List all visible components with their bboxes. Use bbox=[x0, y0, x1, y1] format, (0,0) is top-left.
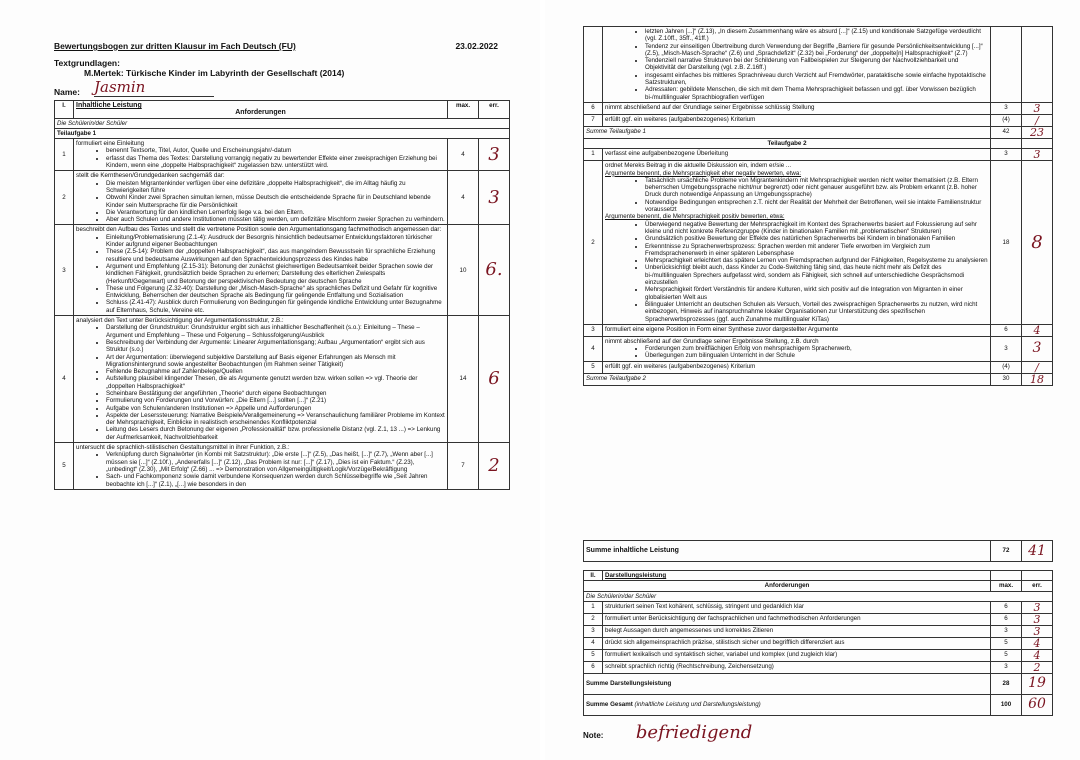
task1-summary-rows bbox=[584, 102, 1053, 138]
total-cell bbox=[584, 694, 991, 715]
student-name: Jasmin bbox=[94, 78, 214, 97]
t2-row1-text: verfasst eine aufgabenbezogene Überleitung bbox=[603, 149, 991, 161]
task2-bullet: • Bilingualer Unterricht an deutschen Schulen als Versuch, Vorteil des zweisprachigen Spracherwerbs zu nutzen, wird nicht einbezogen, Hinweis auf inanspruchnahme lokaler Organisationen zur Unterstützung des spezifischen Spracherwerbsprozesses (ggf. auch Zunahme multilingualer KiTas) bbox=[645, 301, 988, 323]
presentation-score: 4 bbox=[1022, 649, 1053, 661]
criterion-max: 7 bbox=[448, 443, 479, 490]
task1-row-text: erfüllt ggf. ein weiteres (aufgabenbezogenes) Kriterium bbox=[603, 114, 991, 126]
total-err: 60 bbox=[1022, 694, 1053, 715]
t2-row2-max: 18 bbox=[991, 161, 1022, 325]
t2-row3-num: 3 bbox=[584, 324, 603, 336]
t2-row1-num: 1 bbox=[584, 149, 603, 161]
t2-row4-err: 3 bbox=[1022, 336, 1053, 361]
row4-bullets bbox=[605, 345, 988, 360]
t2-row2-cell bbox=[603, 161, 991, 325]
presentation-score: 2 bbox=[1022, 661, 1053, 673]
content-table-left bbox=[54, 100, 510, 490]
criterion-bullets bbox=[76, 324, 445, 441]
criterion-number: 4 bbox=[55, 316, 74, 443]
criterion-bullet: • Verknüpfung durch Signalwörter (in Kombi mit Satzstruktur): „Die erste [...]“ (Z.5), „Das heißt, [...]“ (Z.7), „Wenn aber [...] müssen sie [...]“ (Z.10f.), „Andererfalls [...]“ (Z.12), „Das Problem ist nur: [...]“ (Z.17), „Dies ist ein Faktum.“ (Z.23), „unbedingt“ (Z.30), „Mit Erfolg“ (Z.66) ... => Demonstration von Allgemeingültigkeit/Logik/Vorzüge/Bekräftigung bbox=[106, 451, 445, 473]
t2-row2-intro: ordnet Mereks Beitrag in die aktuelle Diskussion ein, indem er/sie ... bbox=[605, 162, 792, 170]
criterion-bullet: • Aufgabe von Schulen/anderen Institutionen => Appelle und Aufforderungen bbox=[106, 405, 445, 412]
part2-student-row: Die Schülerin/der Schüler bbox=[584, 591, 1053, 601]
student-row: Die Schülerin/der Schüler bbox=[55, 118, 510, 128]
presentation-row bbox=[584, 637, 1053, 649]
presentation-max: 3 bbox=[991, 625, 1022, 637]
criterion-bullet: • benennt Textsorte, Titel, Autor, Quelle und Erscheinungsjahr/-datum bbox=[106, 147, 445, 154]
presentation-max: 6 bbox=[991, 601, 1022, 613]
task2-label-max bbox=[991, 138, 1022, 148]
criterion-score: 6. bbox=[479, 225, 510, 316]
part1-title: Inhaltliche Leistung bbox=[76, 102, 142, 109]
criterion-text bbox=[74, 171, 448, 225]
t2-row3-max: 6 bbox=[991, 324, 1022, 336]
criterion-bullet: • Die Verantwortung für den kindlichen Lernerfolg liege v.a. bei den Eltern. bbox=[106, 209, 445, 216]
criterion-max: 4 bbox=[448, 171, 479, 225]
task2-bullet: • Grundsätzlich positive Bewertung der Effekte des natürlichen Spracherwerbs bei Kindern in binationalen Familien bbox=[645, 235, 988, 242]
pos-bullets bbox=[605, 221, 988, 323]
t2-row2-err: 8 bbox=[1022, 161, 1053, 325]
part2-title-err bbox=[1022, 571, 1053, 581]
pos-heading: Argumente benennt, die Mehrsprachigkeit positiv bewerten, etwa: bbox=[605, 213, 785, 221]
criterion-bullet: • Fehlende Bezugnahme auf Zahlenbelege/Quellen bbox=[106, 368, 445, 375]
criterion-bullet: • Scheinbare Bestätigung der angeführten „Theorie“ durch eigene Beobachtungen bbox=[106, 390, 445, 397]
total-max: 100 bbox=[991, 694, 1022, 715]
criterion-bullet: • Aspekte der Leserssteuerung: Narrative Beispiele/Verallgemeinerung => Veranschaulichung familiärer Probleme im Kontext der Mehrsprachigkeit, Einblicke in realistisch erscheinendes Konfliktpotenzial bbox=[106, 412, 445, 427]
criterion-intro: analysiert den Text unter Berücksichtigung der Argumentationsstruktur, z.B.: bbox=[76, 317, 284, 325]
t2-row3-err: 4 bbox=[1022, 324, 1053, 336]
criterion-score: 6 bbox=[479, 316, 510, 443]
presentation-text: schreibt sprachlich richtig (Rechtschreibung, Zeichensetzung) bbox=[603, 661, 991, 673]
t2-row5-text: erfüllt ggf. ein weiteres (aufgabenbezogenes) Kriterium bbox=[603, 361, 991, 373]
presentation-number: 3 bbox=[584, 625, 603, 637]
presentation-score: 3 bbox=[1022, 625, 1053, 637]
task2-bullet: • Überwiegend negative Bewertung der Mehrsprachigkeit im Kontext des Spracherwerbs basiert auf Fokussierung auf sehr kleine und nicht konkrete Referenzgruppe (Kinder in binationalen Familien mit „problematischen“ Strukturen) bbox=[645, 221, 988, 236]
presentation-number: 1 bbox=[584, 601, 603, 613]
continuation-num bbox=[584, 27, 603, 103]
presentation-row bbox=[584, 625, 1053, 637]
criterion-bullet: • Leitung des Lesers durch Betonung der eigenen „Professionalität“ bzw. professionelle Distanz (vgl. Z.1, 13 ...) => Lenkung der Aufmerksamkeit, Nachvollziehbarkeit bbox=[106, 426, 445, 441]
total-text: Summe Gesamt bbox=[586, 701, 633, 709]
task1-row-text: nimmt abschließend auf der Grundlage seiner Ergebnisse schlüssig Stellung bbox=[603, 102, 991, 114]
note-label: Note: bbox=[583, 731, 604, 740]
criterion-bullet: • Die meisten Migrantenkinder verfügen über eine defizitäre „doppelte Halbsprachigkeit“, die im Alltag häufig zu Schwierigkeiten führe bbox=[106, 180, 445, 195]
t2-row1-max: 3 bbox=[991, 149, 1022, 161]
criterion-intro: formuliert eine Einleitung bbox=[76, 140, 145, 148]
continuation-bullets bbox=[605, 28, 988, 101]
sum-content-max: 72 bbox=[991, 541, 1022, 562]
criterion-row bbox=[55, 171, 510, 225]
part1-header-cell bbox=[74, 101, 448, 119]
t2-row5-err: / bbox=[1022, 361, 1053, 373]
task1-sum-text: Summe Teilaufgabe 1 bbox=[584, 126, 991, 138]
part2-title: Darstellungsleistung bbox=[603, 571, 991, 581]
presentation-score: 4 bbox=[1022, 637, 1053, 649]
task1-row-number: 6 bbox=[584, 102, 603, 114]
criterion-bullet: • These und Folgerung (Z.32-40): Darstellung der „Misch-Masch-Sprache“ als sprachliches Defizit und Gefahr für kognitive Entwicklung, Beherrschen der deutschen Sprache als Bedingung für gelingende Entfaltung und Sozialisation bbox=[106, 285, 445, 300]
criterion-bullet: • Aufstellung plausibel klingender Thesen, die als Argumente genutzt werden bzw. wirken sollen => vgl. Theorie der „doppelten Halbsprachigkeit“ bbox=[106, 375, 445, 390]
criterion-max: 4 bbox=[448, 139, 479, 171]
criterion-text bbox=[74, 225, 448, 316]
presentation-text: formuliert lexikalisch und syntaktisch sicher, variabel und komplex (und zugleich klar) bbox=[603, 649, 991, 661]
criterion-number: 2 bbox=[55, 171, 74, 225]
criterion-bullet: • Einleitung/Problematisierung (Z.1-4): Ausdruck der Besorgnis hinsichtlich bedeutsamer Entwicklungsfaktoren türkischer Kinder aufgrund eigener Beobachtungen bbox=[106, 234, 445, 249]
part1-roman: I. bbox=[55, 101, 74, 119]
part2-requirements: Anforderungen bbox=[584, 581, 991, 591]
criterion-text bbox=[74, 316, 448, 443]
criterion-bullets bbox=[76, 451, 445, 487]
criterion-row bbox=[55, 443, 510, 490]
task2-bullet: • Unberücksichtigt bleibt auch, dass Kinder zu Code-Switching fähig sind, das heute nicht mehr als Defizit des bi-/multilingualen Sprechers aufgefasst wird, sondern als Fähigkeit, sich schnell auf unterschiedliche Gesprächsmodi einzustellen bbox=[645, 264, 988, 286]
t2-row4-cell bbox=[603, 336, 991, 361]
t2-row5-max: (4) bbox=[991, 361, 1022, 373]
t2-sum-max: 30 bbox=[991, 373, 1022, 385]
task1-row bbox=[584, 126, 1053, 138]
presentation-row bbox=[584, 601, 1053, 613]
criterion-bullet: • Art der Argumentation: überwiegend subjektive Darstellung auf Basis eigener Erfahrungen als Mensch mit Migrationshintergrund sowie angestellter Beobachtungen (im Rahmen seiner Tätigkeit) bbox=[106, 354, 445, 369]
t2-sum-err: 18 bbox=[1022, 373, 1053, 385]
t2-row5-num: 5 bbox=[584, 361, 603, 373]
continuation-err bbox=[1022, 27, 1053, 103]
t2-row3-text: formuliert eine eigene Position in Form einer Synthese zuvor dargestellter Argumente bbox=[603, 324, 991, 336]
t2-row4-max: 3 bbox=[991, 336, 1022, 361]
criterion-number: 1 bbox=[55, 139, 74, 171]
presentation-row bbox=[584, 661, 1053, 673]
task2-bullet: • Mehrsprachigkeit erleichtert das spätere Lernen von Fremdsprachen aufgrund der Fähigkeiten, Regelsysteme zu analysieren bbox=[645, 257, 988, 264]
presentation-number: 6 bbox=[584, 661, 603, 673]
task1-row-score: 23 bbox=[1022, 126, 1053, 138]
continuation-bullet: • Tendenziell narrative Strukturen bei der Schilderung von Fallbeispielen zur Steigerung der Nachvollziehbarkeit und Objektivität der Darstellung (vgl. z.B. Z.16ff.) bbox=[645, 57, 988, 72]
task1-row-score: / bbox=[1022, 114, 1053, 126]
part2-err-header: err. bbox=[1022, 581, 1053, 591]
t2-row4-intro: nimmt abschließend auf der Grundlage seiner Ergebnisse Stellung, z.B. durch bbox=[605, 337, 819, 345]
presentation-text: strukturiert seinen Text kohärent, schlüssig, stringent und gedanklich klar bbox=[603, 601, 991, 613]
criterion-row bbox=[55, 225, 510, 316]
task2-bullet: • Forderungen zum breitflächigen Erfolg von mehrsprachigem Spracherwerb, bbox=[645, 345, 988, 352]
t2-row2-num: 2 bbox=[584, 161, 603, 325]
part2-rows bbox=[584, 601, 1053, 673]
task1-row bbox=[584, 114, 1053, 126]
criterion-bullet: • Formulierung von Forderungen und Vorwürfen: „Die Eltern [...] sollten [...]“ (Z.21) bbox=[106, 397, 445, 404]
criterion-intro: untersucht die sprachlich-stilistischen Gestaltungsmittel in ihrer Funktion, z.B.: bbox=[76, 444, 290, 452]
task2-bullet: • Überlegungen zum bilingualen Unterricht in der Schule bbox=[645, 352, 988, 359]
task1-row-max: 3 bbox=[991, 102, 1022, 114]
presentation-number: 2 bbox=[584, 613, 603, 625]
task2-bullet: • Erkenntnisse zu Spracherwerbsprozess: Sprachen werden mit anderer Tiefe erworben im Vergleich zum Fremdsprachenerwerb in einer späteren Lebensphase bbox=[645, 243, 988, 258]
requirements-header: Anforderungen bbox=[235, 109, 286, 117]
task1-row-max: (4) bbox=[991, 114, 1022, 126]
criterion-row bbox=[55, 316, 510, 443]
criterion-score: 2 bbox=[479, 443, 510, 490]
task2-label-err bbox=[1022, 138, 1053, 148]
criterion-bullet: • Aber auch Schulen und andere Institutionen müssten tätig werden, um defizitäre Mischform zweier Sprachen zu verhindern. bbox=[106, 216, 445, 223]
criterion-row bbox=[55, 139, 510, 171]
part2-sum-err: 19 bbox=[1022, 673, 1053, 694]
presentation-text: belegt Aussagen durch angemessenes und korrektes Zitieren bbox=[603, 625, 991, 637]
criterion-bullets bbox=[76, 147, 445, 169]
part2-table bbox=[583, 570, 1053, 716]
criterion-number: 3 bbox=[55, 225, 74, 316]
criterion-bullet: • These (Z.5-14): Problem der „doppelten Halbsprachigkeit“, das aus mangelndem Bewusstsein für sprachliche Erziehung resultiere und bedeutsame Auswirkungen auf den Sprachentwicklungsprozess des Kindes habe bbox=[106, 248, 445, 263]
document-header bbox=[54, 41, 514, 98]
criterion-max: 14 bbox=[448, 316, 479, 443]
presentation-text: formuliert unter Berücksichtigung der fachsprachlichen und fachmethodischen Anforderungen bbox=[603, 613, 991, 625]
presentation-max: 6 bbox=[991, 613, 1022, 625]
note-value: befriedigend bbox=[635, 722, 753, 743]
task1-row-max: 42 bbox=[991, 126, 1022, 138]
left-rows bbox=[55, 139, 510, 490]
presentation-row bbox=[584, 649, 1053, 661]
neg-heading: Argumente benennt, die Mehrsprachigkeit eher negativ bewerten, etwa: bbox=[605, 169, 802, 177]
task2-bullet: • Tatsächlich ursächliche Probleme von Migrantenkindern mit Mehrsprachigkeit werden nicht weiter thematisiert (z.B. Eltern beherrschen Umgebungssprache nicht/nur begrenzt) oder nicht genauer ausgeführt bzw. als Problem erkannt (z.B. hoher Druck durch notwendige Anpassung an Umgebungssprache) bbox=[645, 177, 988, 199]
part2-max-header: max. bbox=[991, 581, 1022, 591]
criterion-text bbox=[74, 139, 448, 171]
continuation-bullet: • Adressaten: gebildete Menschen, die sich mit dem Thema Mehrsprachigkeit befassen und ggf. über Vorwissen bezüglich bi-/multilingualer Sprachbiografien verfügen bbox=[645, 86, 988, 101]
document-date: 23.02.2022 bbox=[455, 41, 498, 51]
criterion-bullet: • Argument und Empfehlung (Z.15-31): Betonung der zunächst gleichwertigen Bedeutsamkeit beider Sprachen sowie der kindlichen Fähigkeit, grundsätzlich beide Sprachen zu erlernen; Darstellung des elterlichen Zwiespalts (Herkunft/Gegenwart) und Betonung der perspektivischen Bedeutung der deutschen Sprache bbox=[106, 263, 445, 285]
criterion-score: 3 bbox=[479, 171, 510, 225]
continuation-cell bbox=[603, 27, 991, 103]
document-title: Bewertungsbogen zur dritten Klausur im Fach Deutsch (FU) bbox=[54, 41, 296, 51]
task2-bullet: • Notwendige Bedingungen entsprechen z.T. nicht der Realität der Mehrheit der Betroffenen, weil sie intakte Familienstruktur voraussetzt bbox=[645, 199, 988, 214]
criterion-bullet: • Schluss (Z.41-47): Ausblick durch Formulierung von Bedingungen für gelingende kindliche Entwicklung unter Bezugnahme auf Elternhaus, Schule, Vereine etc. bbox=[106, 299, 445, 314]
sum-content-text: Summe inhaltliche Leistung bbox=[584, 541, 991, 562]
criterion-bullet: • Beschreibung der Verbindung der Argumente: Linearer Argumentationsgang; Aufbau „Argumentation“ ergibt sich aus Struktur (s.o.) bbox=[106, 339, 445, 354]
continuation-bullet: • insgesamt einfaches bis mittleres Sprachniveau durch Verzicht auf Fremdwörter, parataktische sowie einfache hypotaktische Satzstrukturen, bbox=[645, 72, 988, 87]
presentation-score: 3 bbox=[1022, 613, 1053, 625]
presentation-max: 5 bbox=[991, 637, 1022, 649]
continuation-max bbox=[991, 27, 1022, 103]
criterion-bullet: • Darstellung der Grundstruktur: Grundstruktur ergibt sich aus inhaltlicher Beschaffenheit (s.o.): Einleitung – These – Argument und Empfehlung – These und Folgerung – Schlussfolgerung/Ausblick bbox=[106, 324, 445, 339]
sum-content-table bbox=[583, 540, 1053, 562]
criterion-bullets bbox=[76, 180, 445, 224]
name-label: Name: bbox=[54, 87, 80, 97]
total-subtext: (inhaltliche Leistung und Darstellungsleistung) bbox=[634, 701, 761, 709]
source-text: M.Mertek: Türkische Kinder im Labyrinth der Gesellschaft (2014) bbox=[84, 68, 345, 78]
part2-title-max bbox=[991, 571, 1022, 581]
criterion-bullet: • erfasst das Thema des Textes: Darstellung vorrangig negativ zu bewertender Effekte einer zweisprachigen Erziehung bei Kindern, wenn eine „doppelte Halbsprachigkeit“ zugelassen bzw. unterstützt wird. bbox=[106, 155, 445, 170]
task1-label: Teilaufgabe 1 bbox=[55, 128, 510, 138]
presentation-score: 3 bbox=[1022, 601, 1053, 613]
part2-sum-text: Summe Darstellungsleistung bbox=[584, 673, 991, 694]
criterion-score: 3 bbox=[479, 139, 510, 171]
criterion-text bbox=[74, 443, 448, 490]
right-page bbox=[545, 0, 1080, 760]
continuation-bullet: • letzten Jahren [...]“ (Z.13), „In diesem Zusammenhang wäre es absurd [...]“ (Z.15) und konditionale Satzgefüge verdeutlicht (vgl. Z.10ff., 35ff., 41ff.) bbox=[645, 28, 988, 43]
t2-row1-err: 3 bbox=[1022, 149, 1053, 161]
content-table-right bbox=[583, 26, 1053, 386]
textgrundlagen-label: Textgrundlagen: bbox=[54, 58, 120, 68]
task1-row bbox=[584, 102, 1053, 114]
criterion-bullets bbox=[76, 234, 445, 314]
criterion-intro: beschreibt den Aufbau des Textes und stellt die vertretene Position sowie den Argumentationsgang fachmethodisch angemessen dar: bbox=[76, 226, 442, 234]
criterion-intro: stellt die Kernthesen/Grundgedanken sachgemäß dar: bbox=[76, 172, 225, 180]
part2-sum-max: 28 bbox=[991, 673, 1022, 694]
criterion-number: 5 bbox=[55, 443, 74, 490]
criterion-bullet: • Sach- und Fachkomponenz sowie damit verbundene Konsequenzen werden durch Schlüsselbegriffe wie „Seit Jahren beobachte ich [...]“ (Z.1), „[...] wie besonders in den bbox=[106, 473, 445, 488]
task2-label: Teilaufgabe 2 bbox=[584, 138, 991, 148]
criterion-max: 10 bbox=[448, 225, 479, 316]
max-header: max. bbox=[448, 101, 479, 119]
presentation-number: 4 bbox=[584, 637, 603, 649]
neg-bullets bbox=[605, 177, 988, 213]
t2-sum-text: Summe Teilaufgabe 2 bbox=[584, 373, 991, 385]
err-header: err. bbox=[479, 101, 510, 119]
sum-content-err: 41 bbox=[1022, 541, 1053, 562]
presentation-max: 3 bbox=[991, 661, 1022, 673]
task1-row-number: 7 bbox=[584, 114, 603, 126]
presentation-number: 5 bbox=[584, 649, 603, 661]
task2-bullet: • Mehrsprachigkeit fördert Verständnis für andere Kulturen, wirkt sich positiv auf die Integration von Migranten in einer globalisierten Welt aus bbox=[645, 286, 988, 301]
task1-row-score: 3 bbox=[1022, 102, 1053, 114]
part2-roman: II. bbox=[584, 571, 603, 581]
presentation-row bbox=[584, 613, 1053, 625]
note-row bbox=[583, 722, 1053, 743]
criterion-bullet: • Obwohl Kinder zwei Sprachen simultan lernen, müsse Deutsch die entscheidende Sprache für in Deutschland lebende Kinder sein Muttersprache für die Persönlichkeit bbox=[106, 194, 445, 209]
presentation-max: 5 bbox=[991, 649, 1022, 661]
t2-row4-num: 4 bbox=[584, 336, 603, 361]
presentation-text: drückt sich allgemeinsprachlich präzise, stilistisch sicher und begrifflich differenziert aus bbox=[603, 637, 991, 649]
continuation-bullet: • Tendenz zur einseitigen Übertreibung durch Verwendung der Begriffe „Barriere für gesunde Persönlichkeitsentwicklung [...]“ (Z.5), „Misch-Masch-Sprache“ (Z.6) und „Sprachdefizit“ (Z.32) bei „Forderung“ der „doppelte[n] Halbsprachigkeit“ (Z.7) bbox=[645, 43, 988, 58]
